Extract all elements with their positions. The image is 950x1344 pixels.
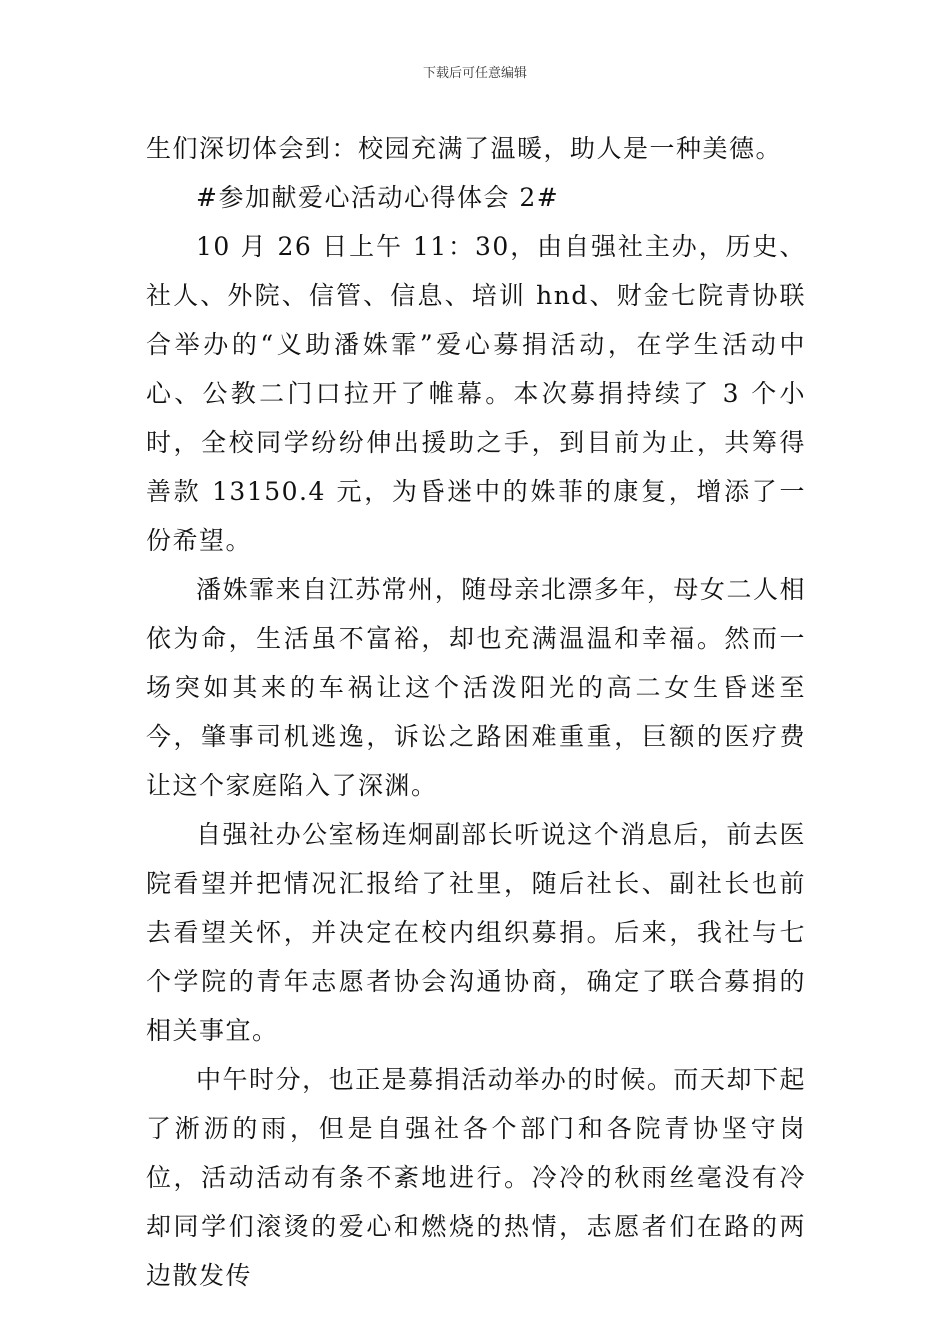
page-header: 下载后可任意编辑	[422, 66, 527, 81]
paragraph: 潘姝霏来自江苏常州，随母亲北漂多年，母女二人相依为命，生活虽不富裕，却也充满温温和幸福。然而一场突如其来的车祸让这个活泼阳光的高二女生昏迷至今，肇事司机逃逸，诉讼之路困难重重，巨额的医疗费让这个家庭陷入了深渊。	[146, 575, 806, 800]
document-body	[146, 124, 806, 1300]
section-heading: #参加献爱心活动心得体会 2#	[196, 183, 560, 212]
paragraph: 自强社办公室杨连炯副部长听说这个消息后，前去医院看望并把情况汇报给了社里，随后社长、副社长也前去看望关怀，并决定在校内组织募捐。后来，我社与七个学院的青年志愿者协会沟通协商，确定了联合募捐的相关事宜。	[146, 820, 806, 1045]
paragraph: 中午时分，也正是募捐活动举办的时候。而天却下起了淅沥的雨，但是自强社各个部门和各院青协坚守岗位，活动活动有条不紊地进行。冷冷的秋雨丝毫没有冷却同学们滚烫的爱心和燃烧的热情，志愿者们在路的两边散发传	[146, 1065, 806, 1290]
paragraph: 10 月 26 日上午 11：30，由自强社主办，历史、社人、外院、信管、信息、培训 hnd、财金七院青协联合举办的“义助潘姝霏”爱心募捐活动，在学生活动中心、公教二门口拉开了帷幕。本次募捐持续了 3 个小时，全校同学纷纷伸出援助之手，到目前为止，共筹得善款 13150.4 元，为昏迷中的姝菲的康复，增添了一份希望。	[146, 232, 806, 555]
paragraph-continuation: 生们深切体会到：校园充满了温暖，助人是一种美德。	[146, 134, 783, 163]
